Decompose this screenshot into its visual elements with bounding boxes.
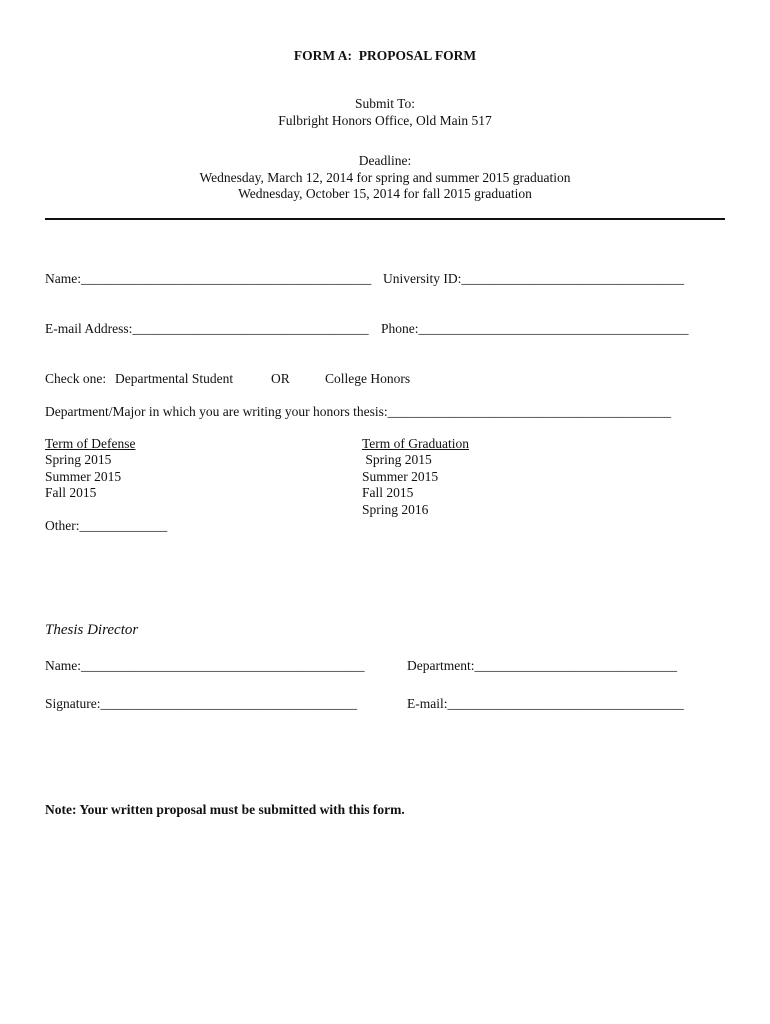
graduation-option-fall-2015[interactable]: Fall 2015 bbox=[362, 485, 414, 500]
header-divider bbox=[45, 218, 725, 220]
director-department-field[interactable]: Department:______________________________ bbox=[407, 658, 677, 673]
submit-to-value: Fulbright Honors Office, Old Main 517 bbox=[278, 113, 492, 128]
university-id-field[interactable]: University ID:_________________________________ bbox=[383, 271, 685, 286]
term-of-graduation-heading: Term of Graduation bbox=[362, 436, 470, 451]
graduation-option-summer-2015[interactable]: Summer 2015 bbox=[362, 469, 439, 484]
department-major-field[interactable]: Department/Major in which you are writing your honors thesis:__________________________________________ bbox=[45, 404, 672, 419]
student-name-field[interactable]: Name:___________________________________________ bbox=[45, 271, 372, 286]
student-phone-field[interactable]: Phone:________________________________________ bbox=[381, 321, 689, 336]
defense-option-spring-2015[interactable]: Spring 2015 bbox=[45, 452, 112, 467]
submission-note: Note: Your written proposal must be submitted with this form. bbox=[45, 802, 405, 817]
submit-to-label: Submit To: bbox=[355, 96, 415, 111]
option-departmental-student[interactable]: Departmental Student bbox=[115, 371, 234, 386]
graduation-option-spring-2015[interactable]: Spring 2015 bbox=[362, 452, 432, 467]
form-title: FORM A: PROPOSAL FORM bbox=[293, 48, 477, 63]
or-label: OR bbox=[271, 371, 290, 386]
graduation-option-spring-2016[interactable]: Spring 2016 bbox=[362, 502, 429, 517]
deadline-label: Deadline: bbox=[358, 153, 412, 168]
check-one-label: Check one: bbox=[45, 371, 107, 386]
defense-option-fall-2015[interactable]: Fall 2015 bbox=[45, 485, 97, 500]
student-email-field[interactable]: E-mail Address:___________________________________ bbox=[45, 321, 369, 336]
thesis-director-heading: Thesis Director bbox=[45, 622, 139, 638]
director-email-field[interactable]: E-mail:___________________________________ bbox=[407, 696, 684, 711]
director-signature-field[interactable]: Signature:______________________________________ bbox=[45, 696, 357, 711]
deadline-line-1: Wednesday, March 12, 2014 for spring and summer 2015 graduation bbox=[199, 170, 571, 185]
defense-other-field[interactable]: Other:_____________ bbox=[45, 518, 168, 533]
director-name-field[interactable]: Name:__________________________________________ bbox=[45, 658, 365, 673]
option-college-honors[interactable]: College Honors bbox=[325, 371, 411, 386]
defense-option-summer-2015[interactable]: Summer 2015 bbox=[45, 469, 122, 484]
term-of-defense-heading: Term of Defense bbox=[45, 436, 136, 451]
deadline-line-2: Wednesday, October 15, 2014 for fall 2015 graduation bbox=[238, 186, 532, 201]
